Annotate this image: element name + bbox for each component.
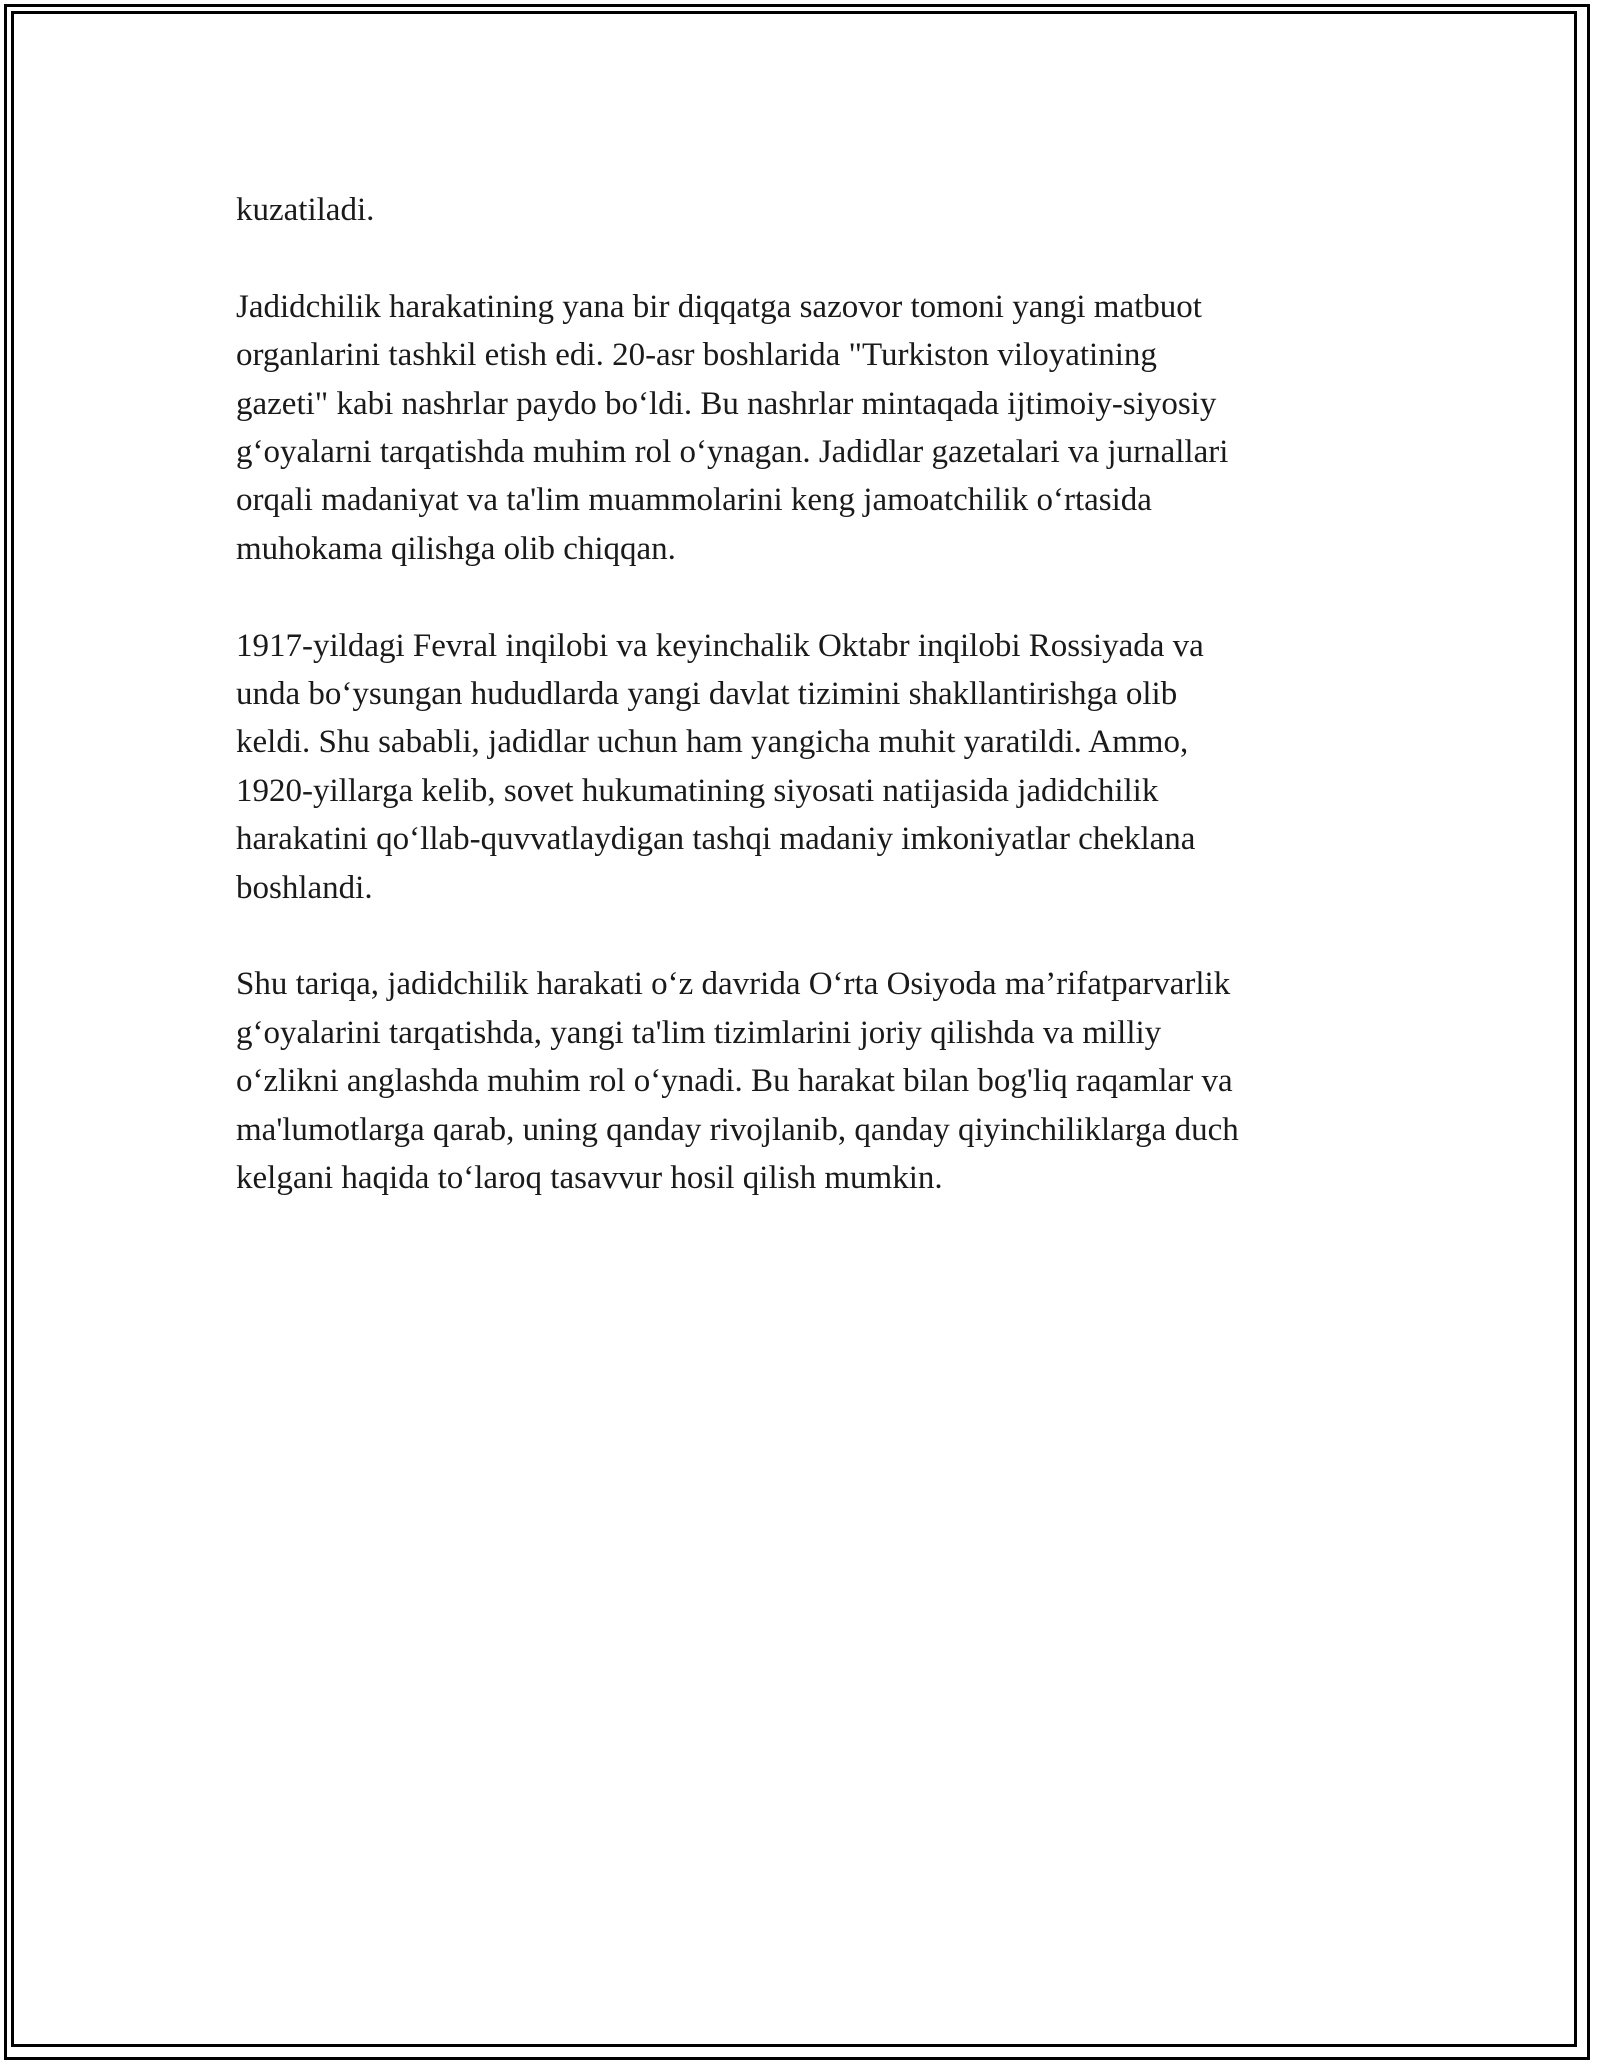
paragraph-1: kuzatiladi. [236,192,375,228]
document-body [236,186,1366,1251]
paragraph-4: Shu tariqa, jadidchilik harakati o‘z davrida O‘rta Osiyoda ma’rifatparvarlik g‘oyalarini tarqatishda, yangi ta'lim tizimlarini joriy qilishda va milliy o‘zlikni anglashda muhim rol o‘ynadi. Bu harakat bilan bog'liq raqamlar va ma'lumotlarga qarab, uning qanday rivojlanib, qanday qiyinchiliklarga duch kelgani haqida to‘laroq tasavvur hosil qilish mumkin. [236,966,1239,1197]
paragraph-3: 1917-yildagi Fevral inqilobi va keyinchalik Oktabr inqilobi Rossiyada va unda bo‘ysungan hududlarda yangi davlat tizimini shakllantirishga olib keldi. Shu sababli, jadidlar uchun ham yangicha muhit yaratildi. Ammo, 1920-yillarga kelib, sovet hukumatining siyosati natijasida jadidchilik harakatini qo‘llab-quvvatlaydigan tashqi madaniy imkoniyatlar cheklana boshlandi. [236,627,1204,906]
paragraph-2: Jadidchilik harakatining yana bir diqqatga sazovor tomoni yangi matbuot organlarini tashkil etish edi. 20-asr boshlarida "Turkiston viloyatining gazeti" kabi nashrlar paydo bo‘ldi. Bu nashrlar mintaqada ijtimoiy-siyosiy g‘oyalarni tarqatishda muhim rol o‘ynagan. Jadidlar gazetalari va jurnallari orqali madaniyat va ta'lim muammolarini keng jamoatchilik o‘rtasida muhokama qilishga olib chiqqan. [236,288,1229,567]
